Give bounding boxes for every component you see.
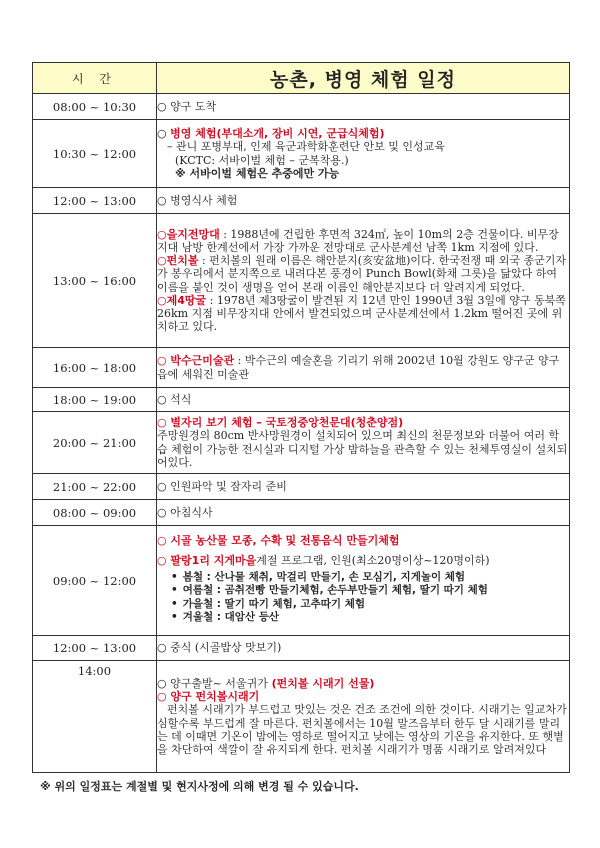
activity-title: 병영 체험(부대소개, 장비 시연, 군급식체험): [170, 127, 385, 141]
activity-title: ○ 팔랑1리 지게마을: [157, 553, 257, 567]
activity-title: ○ 별자리 보기 체험 – 국토정중앙천문대(청춘양점): [157, 416, 404, 430]
time-cell: 13:00 ~ 16:00: [33, 214, 157, 348]
time-cell: 16:00 ~ 18:00: [33, 348, 157, 388]
activity-line: – 관니 포병부대, 인제 육군과학화훈련단 안보 및 인성교육: [167, 140, 445, 154]
activity-text: : 1988년에 건립한 후면적 324㎡, 높이 10m의 2층 건물이다. 비무장지대 남방 한계선에서 가장 가까운 전망대로 군사분계선 남쪽 1km 지점에 있다.: [157, 227, 559, 254]
activity-cell: ○ 인원파악 및 잠자리 준비: [157, 474, 570, 500]
table-row: [33, 214, 570, 348]
activity-cell: ○ 중식 (시골밥상 맛보기): [157, 636, 570, 661]
table-row: [33, 348, 570, 388]
time-cell: 12:00 ~ 13:00: [33, 636, 157, 661]
time-cell: 12:00 ~ 13:00: [33, 188, 157, 214]
table-row: [33, 474, 570, 500]
activity-cell: [157, 661, 570, 773]
activity-cell: ○ 병영 체험(부대소개, 장비 시연, 군급식체험) – 관니 포병부대, 인제 육군과학화훈련단 안보 및 인성교육 (KCTC: 서바이벌 체험 – 군복착용.) ※ 서바이벌 체험은 추중에만 가능: [157, 120, 570, 188]
activity-text: : 펀치볼의 원래 이름은 해안분지(亥安盆地)이다. 한국전쟁 때 외국 종군기자가 봉우리에서 분지쪽으로 내려다본 풍경이 Punch Bowl(화채 그릇)을 닮았다 하여 이름을 붙인 것이 생명을 얻어 본래 이름인 해안분지보다 더 알려지게 되었다.: [157, 254, 567, 294]
activity-title: ○펀치볼: [157, 254, 199, 268]
table-row: [33, 94, 570, 120]
activity-cell: ○ 아침식사: [157, 500, 570, 526]
activity-title: ○ 양구 펀치볼시래기: [157, 690, 260, 704]
header-time: 시 간: [33, 63, 157, 94]
activity-title: ○제4땅굴: [157, 293, 207, 307]
activity-cell: [157, 348, 570, 388]
activity-text: 주망원경의 80cm 반사망원경이 설치되어 있으며 최신의 천문정보와 더불어 여러 학습 체험이 가능한 전시실과 디지털 가상 밤하늘을 관측할 수 있는 천체투영실이 설치되어있다.: [157, 429, 568, 469]
activity-title: ○ 시골 농산물 모종, 수확 및 전통음식 만들기체험: [157, 534, 400, 548]
list-item: • 여름철 : 곰취전빵 만들기체험, 손두부만들기 체험, 딸기 따기 체험: [171, 584, 569, 598]
table-row: [33, 188, 570, 214]
activity-cell: [157, 214, 570, 348]
activity-text: 펀치볼 시래기가 부드럽고 맛있는 것은 건조 조건에 의한 것이다. 시래기는 일교차가 심할수록 부드럽게 잘 마른다. 펀치볼에서는 10월 말즈음부터 한두 달 시래기를 말리는 데 이때면 기온이 밤에는 영하로 떨어지고 낮에는 영상의 기온을 유지한다. 또 햇볕을 차단하여 색깔이 잘 유지되게 한다. 펀치볼 시래기가 명품 시래기로 알려져있다: [157, 703, 567, 756]
list-item: • 겨울철 : 대암산 등산: [171, 611, 569, 625]
time-cell: 08:00 ~ 10:30: [33, 94, 157, 120]
time-cell: 09:00 ~ 12:00: [33, 526, 157, 636]
page-title: 농촌, 병영 체험 일정: [157, 63, 570, 94]
activity-text: : 1978년 제3땅굴이 발견된 지 12년 만인 1990년 3월 3일에 양구 동북쪽 26km 지점 비무장지대 안에서 발견되었으며 군사분계선에서 1.2km 떨어진 곳에 위치하고 있다.: [157, 293, 566, 334]
activity-title: ○ 박수근미술관: [157, 354, 235, 368]
time-cell: 08:00 ~ 09:00: [33, 500, 157, 526]
activity-cell: ○ 양구 도착: [157, 94, 570, 120]
table-row: [33, 636, 570, 661]
time-cell: 18:00 ~ 19:00: [33, 388, 157, 412]
activity-text: : 박수근의 예술혼을 기리기 위해 2002년 10월 강원도 양구군 양구읍에 세워진 미술관: [157, 354, 560, 381]
table-row: [33, 500, 570, 526]
table-row: [33, 526, 570, 636]
table-row: [33, 661, 570, 773]
footnote: ※ 위의 일정표는 계절별 및 현지사정에 의해 변경 될 수 있습니다.: [40, 780, 359, 793]
table-row: [33, 412, 570, 474]
table-row: [33, 120, 570, 188]
activity-note: ※ 서바이벌 체험은 추중에만 가능: [175, 166, 340, 180]
table-row: [33, 388, 570, 412]
header-row: [33, 63, 570, 94]
activity-cell: ○ 석식: [157, 388, 570, 412]
activity-line: (KCTC: 서바이벌 체험 – 군복착용.): [175, 153, 349, 167]
activity-text: 계절 프로그램, 인원(최소20명이상~120명이하): [256, 553, 490, 567]
activity-cell: [157, 412, 570, 474]
time-cell: 20:00 ~ 21:00: [33, 412, 157, 474]
list-item: • 가을철 : 딸기 따기 체험, 고추따기 체험: [171, 598, 569, 612]
list-item: • 봄철 : 산나물 채취, 막걸리 만들기, 손 모심기, 지게놀이 체험: [171, 571, 569, 585]
schedule-table: [32, 62, 570, 773]
activity-title: ○을지전망대: [157, 227, 220, 241]
time-cell: 10:30 ~ 12:00: [33, 120, 157, 188]
activity-cell: [157, 526, 570, 636]
season-list: [157, 571, 569, 625]
time-cell: 21:00 ~ 22:00: [33, 474, 157, 500]
activity-cell: ○ 병영식사 체험: [157, 188, 570, 214]
gift-label: (펀치볼 시래기 선물): [267, 676, 375, 690]
activity-text: ○ 양구출발~ 서울귀가: [157, 676, 268, 690]
time-cell: 14:00: [33, 661, 157, 773]
